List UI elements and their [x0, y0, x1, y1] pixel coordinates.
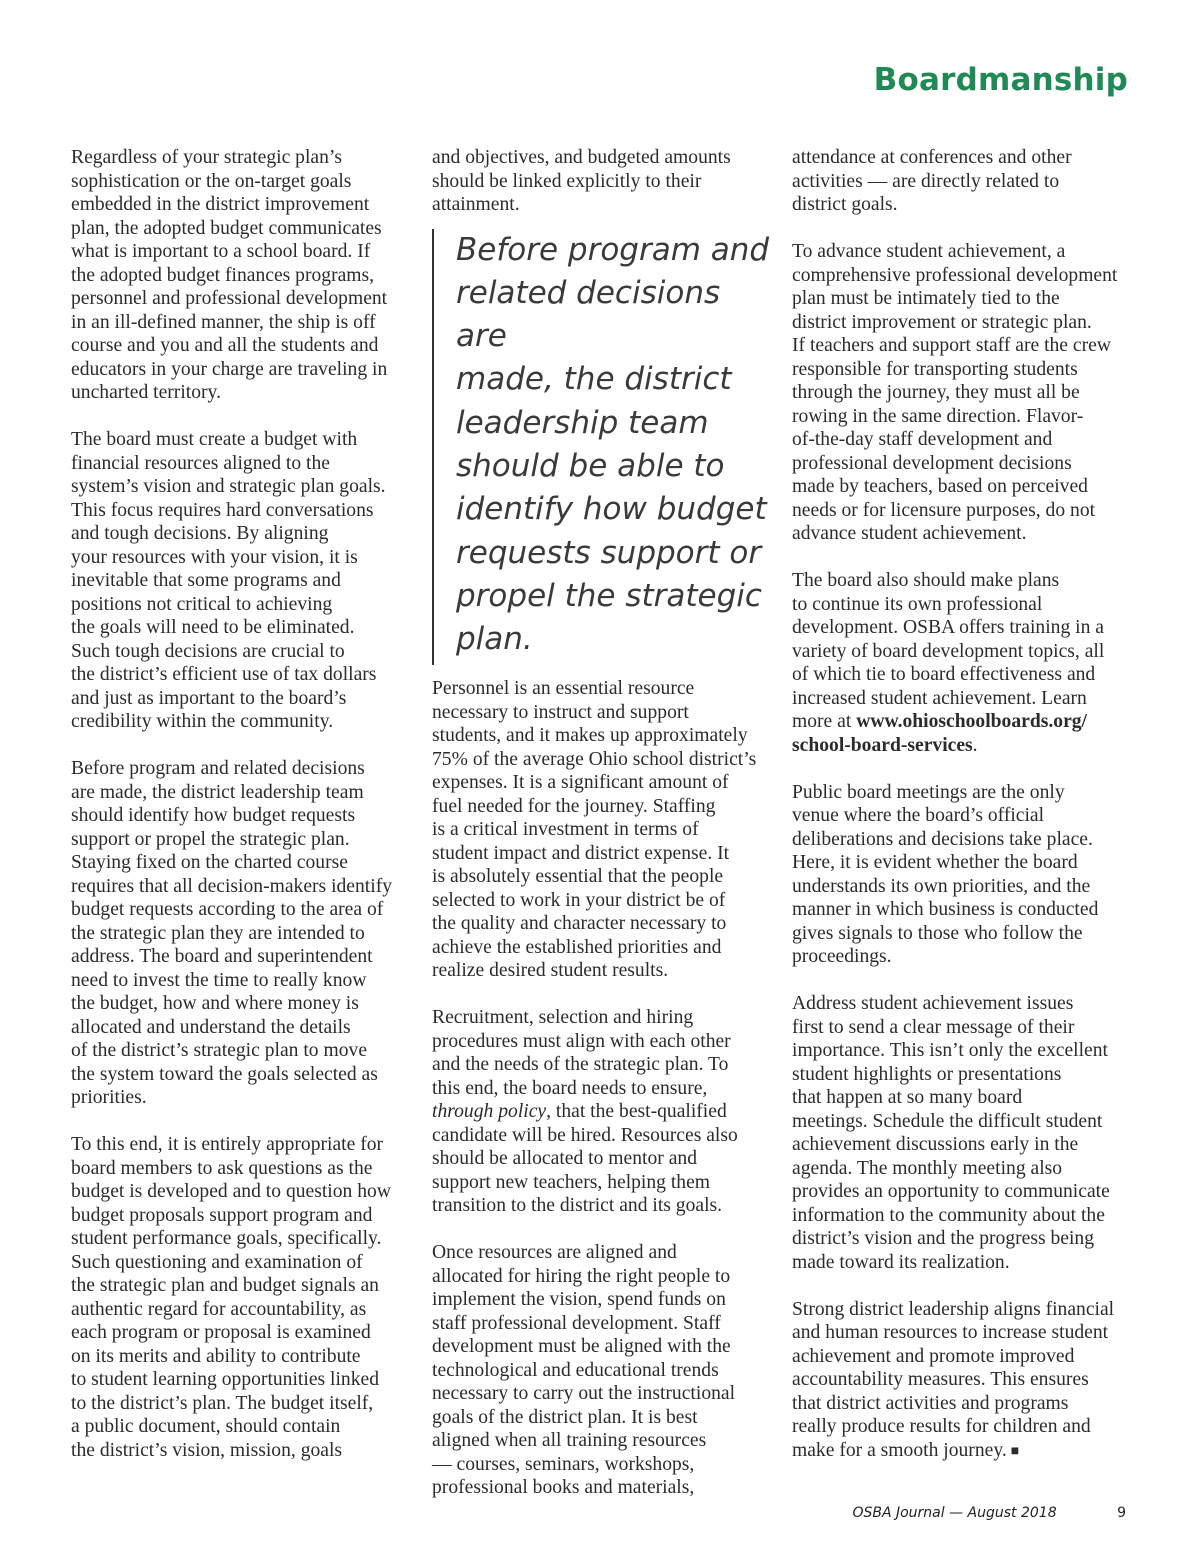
paragraph: and objectives, and budgeted amounts should be linked explicitly to their attainment. — [432, 147, 731, 215]
end-mark-icon: ■ — [1010, 1443, 1020, 1459]
journal-issue: OSBA Journal — August 2018 — [852, 1505, 1057, 1521]
text-span: , that the best-qualified candidate will be hired. Resources also should be allocated to mentor and support new teachers, helping them transition to the district and its goals. — [432, 1101, 738, 1217]
paragraph — [792, 569, 1137, 757]
paragraph: attendance at conferences and other activities — are directly related to district goals. — [792, 147, 1072, 215]
article-column-2 — [432, 146, 777, 1523]
emphasis-text: through policy — [432, 1101, 547, 1123]
paragraph: To this end, it is entirely appropriate for board members to ask questions as the budget is developed and to question how budget proposals support program and student performance goals, specifically. Such questioning and examination of the strategic plan and budget signals an authentic regard for accountability, as each program or proposal is examined on its merits and ability to contribute to student learning opportunities linked to the district’s plan. The budget itself, a public document, should contain the district’s vision, mission, goals — [71, 1134, 391, 1461]
paragraph — [792, 1298, 1137, 1464]
paragraph: Before program and related decisions are made, the district leadership team should identify how budget requests support or propel the strategic plan. Staying fixed on the charted course requires that all decision-makers identify budget requests according to the area of the strategic plan they are intended to address. The board and superintendent need to invest the time to really know the budget, how and where money is allocated and understand the details of the district’s strategic plan to move the system toward the goals selected as priorities. — [71, 758, 393, 1108]
paragraph: Regardless of your strategic plan’s sophistication or the on-target goals embedded in the district improvement plan, the adopted budget communicates what is important to a school board. If the adopted budget finances programs, personnel and professional development in an ill-defined manner, the ship is off course and you and all the students and educators in your charge are traveling in uncharted territory. — [71, 147, 388, 403]
section-header: Boardmanship — [873, 62, 1128, 98]
article-column-1 — [71, 146, 416, 1486]
paragraph: Public board meetings are the only venue where the board’s official deliberations and decisions take place. Here, it is evident whether the board understands its own priorities, and the manner in which business is conducted gives signals to those who follow the proceedings. — [792, 781, 1099, 967]
page-footer — [852, 1505, 1126, 1521]
paragraph: Personnel is an essential resource necessary to instruct and support students, and it makes up approximately 75% of the average Ohio school district’s expenses. It is a significant amount of fuel needed for the journey. Staffing is a critical investment in terms of student impact and district expense. It is absolutely essential that the people selected to work in your district be of the quality and character necessary to achieve the established priorities and realize desired student results. — [432, 678, 757, 982]
article-column-3 — [792, 146, 1137, 1487]
paragraph: The board must create a budget with financial resources aligned to the system’s vision and strategic plan goals. This focus requires hard conversations and tough decisions. By aligning your resources with your vision, it is inevitable that some programs and positions not critical to achieving the goals will need to be eliminated. Such tough decisions are crucial to the district’s efficient use of tax dollars and just as important to the board’s credibility within the community. — [71, 429, 386, 732]
text-span: Recruitment, selection and hiring procedures must align with each other and the needs of the strategic plan. To this end, the board needs to ensure, — [432, 1007, 731, 1099]
pull-quote: Before program and related decisions are made, the district leadership team should be able to identify how budget requests support or propel the strategic plan. — [432, 229, 777, 666]
text-span: . — [972, 734, 978, 756]
paragraph: Once resources are aligned and allocated for hiring the right people to implement the vision, spend funds on staff professional development. Staff development must be aligned with the technological and educational trends necessary to carry out the instructional goals of the district plan. It is best aligned when all training resources — courses, seminars, workshops, professional books and materials, — [432, 1242, 736, 1499]
text-span: The board also should make plans to continue its own professional development. OSBA offers training in a variety of board development topics, all of which tie to board effectiveness and increased student achievement. Learn more at — [792, 570, 1105, 732]
paragraph: To advance student achievement, a comprehensive professional development plan must be intimately tied to the district improvement or strategic plan. If teachers and support staff are the crew responsible for transporting students through the journey, they must all be rowing in the same direction. Flavor- of-the-day staff development and professional development decisions made by teachers, based on perceived needs or for licensure purposes, do not advance student achievement. — [792, 241, 1118, 544]
text-span: Strong district leadership aligns financial and human resources to increase student achievement and promote improved accountability measures. This ensures that district activities and programs really produce results for children and make for a smooth journey. — [792, 1298, 1115, 1461]
paragraph — [432, 1006, 777, 1218]
page-number: 9 — [1117, 1505, 1126, 1521]
osba-services-link[interactable]: www.ohioschoolboards.org/ school-board-services — [792, 711, 1088, 756]
paragraph: Address student achievement issues first to send a clear message of their importance. This isn’t only the excellent student highlights or presentations that happen at so many board meetings. Schedule the difficult student achievement discussions early in the agenda. The monthly meeting also provides an opportunity to communicate information to the community about the district’s vision and the progress being made toward its realization. — [792, 993, 1110, 1273]
